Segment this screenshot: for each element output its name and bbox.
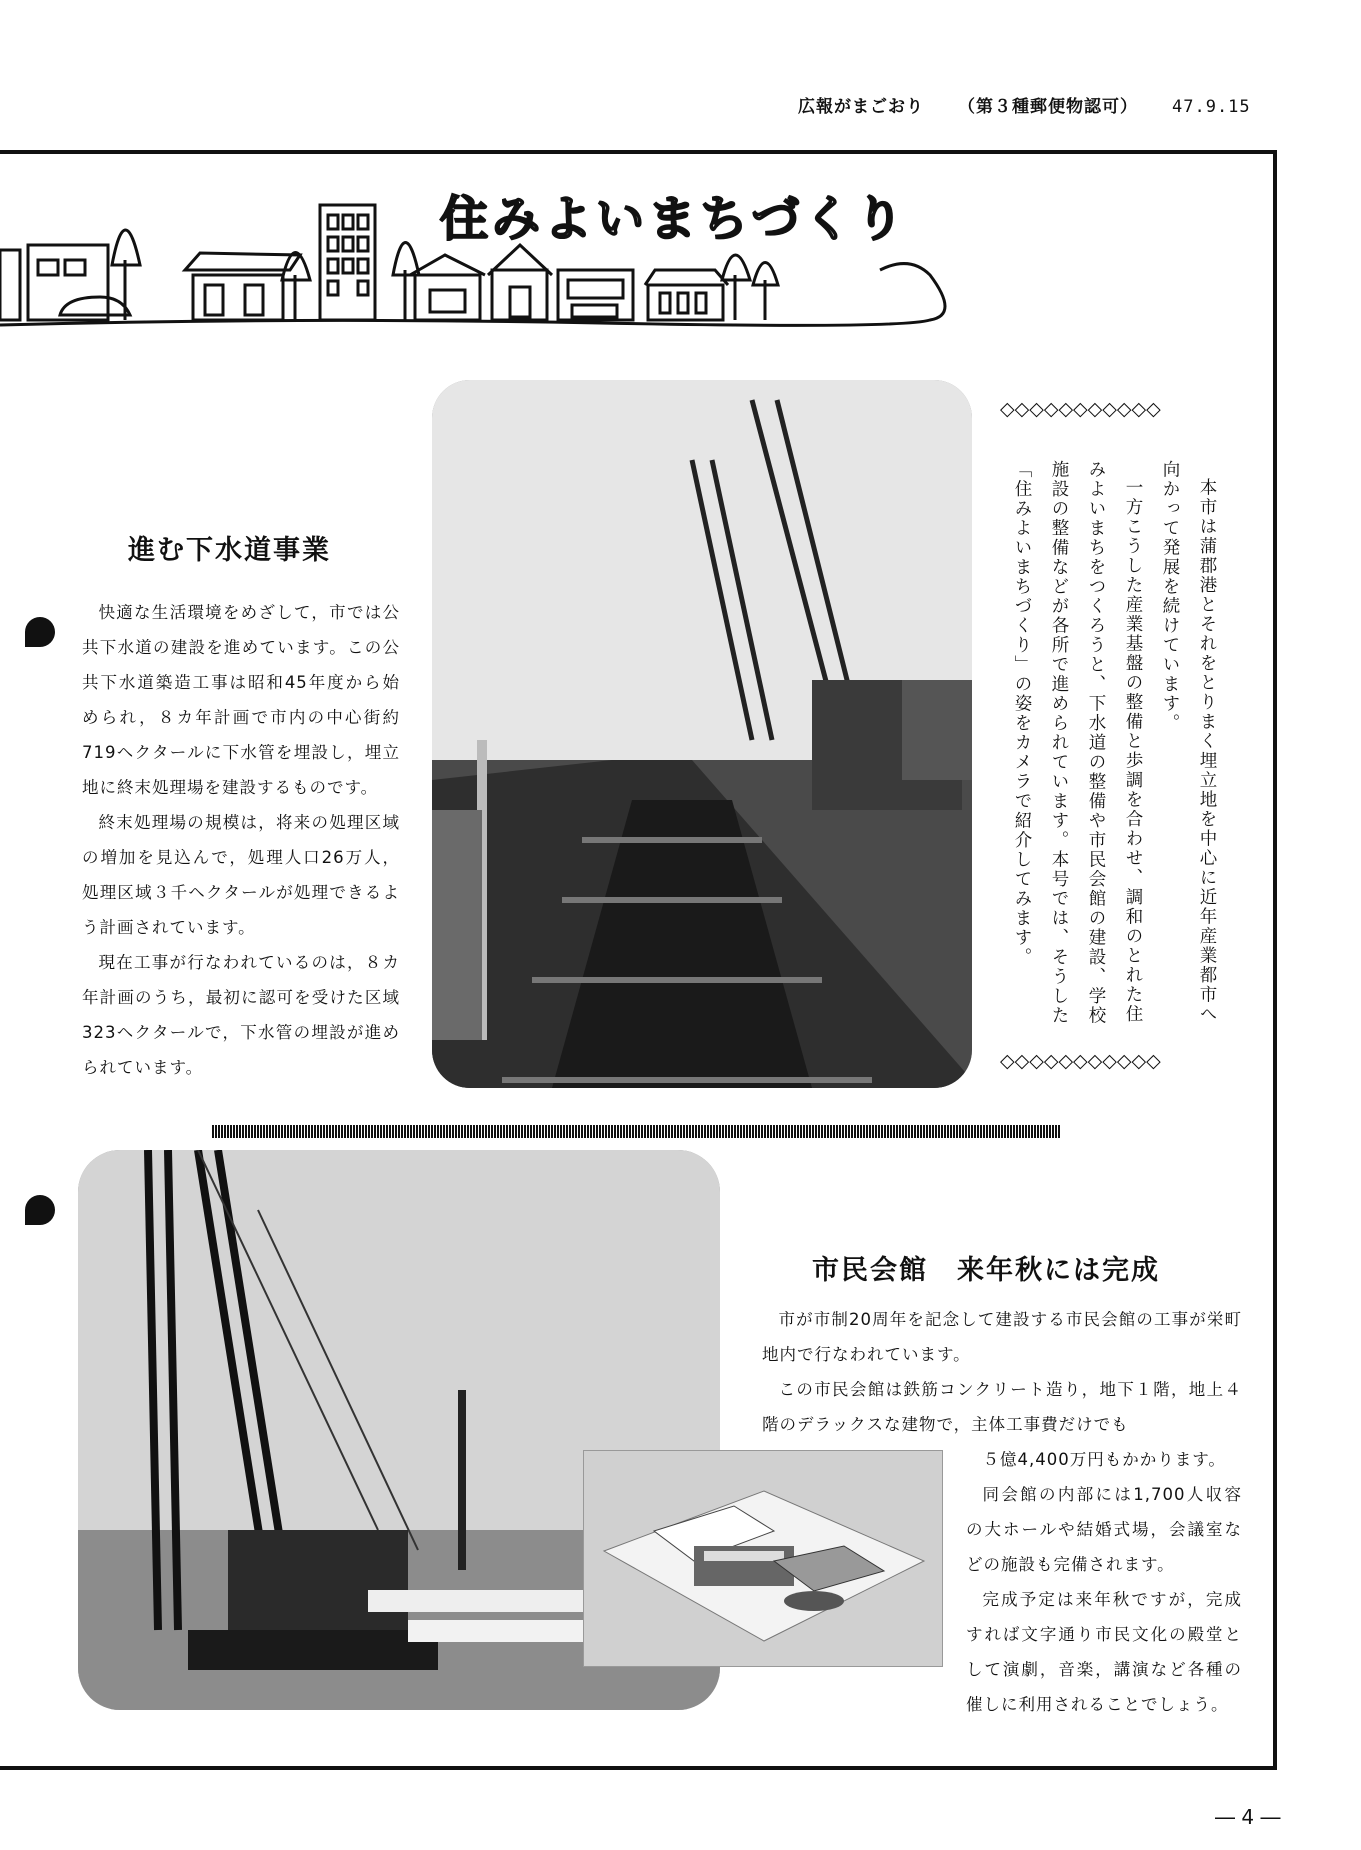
issue-date: 47.9.15 — [1172, 97, 1251, 117]
civic-hall-paragraph: 完成予定は来年秋ですが，完成すれば文字通り市民文化の殿堂として演劇，音楽，講演など各種の催しに利用されることでしょう。 — [966, 1590, 1242, 1714]
publication-name: 広報がまごおり — [798, 97, 924, 117]
civic-hall-paragraph: 同会館の内部には1,700人収容の大ホールや結婚式場，会議室などの施設も完備されます。 — [966, 1485, 1242, 1574]
sewer-paragraph: 終末処理場の規模は，将来の処理区域の増加を見込んで，処理人口26万人，処理区域３千ヘクタールが処理できるよう計画されています。 — [82, 813, 400, 937]
page-header — [798, 92, 1251, 117]
diamond-rule-top: ◇◇◇◇◇◇◇◇◇◇◇ — [1000, 398, 1161, 420]
civic-hall-paragraph: ５億4,400万円もかかります。 — [982, 1450, 1226, 1469]
diamond-rule-bottom: ◇◇◇◇◇◇◇◇◇◇◇ — [1000, 1050, 1161, 1072]
sewer-paragraph: 現在工事が行なわれているのは，８カ年計画のうち，最初に認可を受けた区域323ヘクタールで，下水管の埋設が進められています。 — [82, 953, 400, 1077]
bullet-mark — [25, 1195, 55, 1225]
sewer-body — [82, 595, 400, 1085]
banner-title: 住みよいまちづくり — [440, 191, 908, 247]
bullet-mark — [25, 617, 55, 647]
civic-hall-body-wide — [762, 1302, 1242, 1442]
civic-hall-body-narrow — [966, 1442, 1242, 1722]
sewer-paragraph: 快適な生活環境をめざして，市では公共下水道の建設を進めています。この公共下水道築造工事は昭和45年度から始められ，８カ年計画で市内の中心街約719ヘクタールに下水管を埋設し，埋立地に終末処理場を建設するものです。 — [82, 603, 400, 797]
civic-hall-paragraph: 市が市制20周年を記念して建設する市民会館の工事が栄町地内で行なわれています。 — [762, 1310, 1242, 1364]
intro-paragraph: 本市は蒲郡港とそれをとりまく埋立地を中心に近年産業都市へ向かって発展を続けています。 — [1160, 460, 1217, 1024]
section-divider — [212, 1125, 1060, 1138]
intro-vertical-text — [1000, 460, 1225, 1035]
postal-permit: （第３種郵便物認可） — [958, 97, 1138, 117]
sewer-construction-photo — [432, 380, 972, 1088]
intro-paragraph: 一方こうした産業基盤の整備と歩調を合わせ、調和のとれた住みよいまちをつくろうと、下水道の整備や市民会館の建設、学校施設の整備などが各所で進められています。本号では、そうした「住みよいまちづくり」の姿をカメラで紹介してみます。 — [1012, 460, 1143, 1026]
civic-hall-heading: 市民会館 来年秋には完成 — [812, 1255, 1160, 1286]
civic-hall-paragraph: この市民会館は鉄筋コンクリート造り，地下１階，地上４階のデラックスな建物で，主体工事費だけでも — [762, 1380, 1242, 1434]
page-number: ― 4 ― — [1215, 1805, 1281, 1829]
civic-hall-model-photo — [583, 1450, 943, 1667]
sewer-heading: 進む下水道事業 — [128, 535, 331, 566]
